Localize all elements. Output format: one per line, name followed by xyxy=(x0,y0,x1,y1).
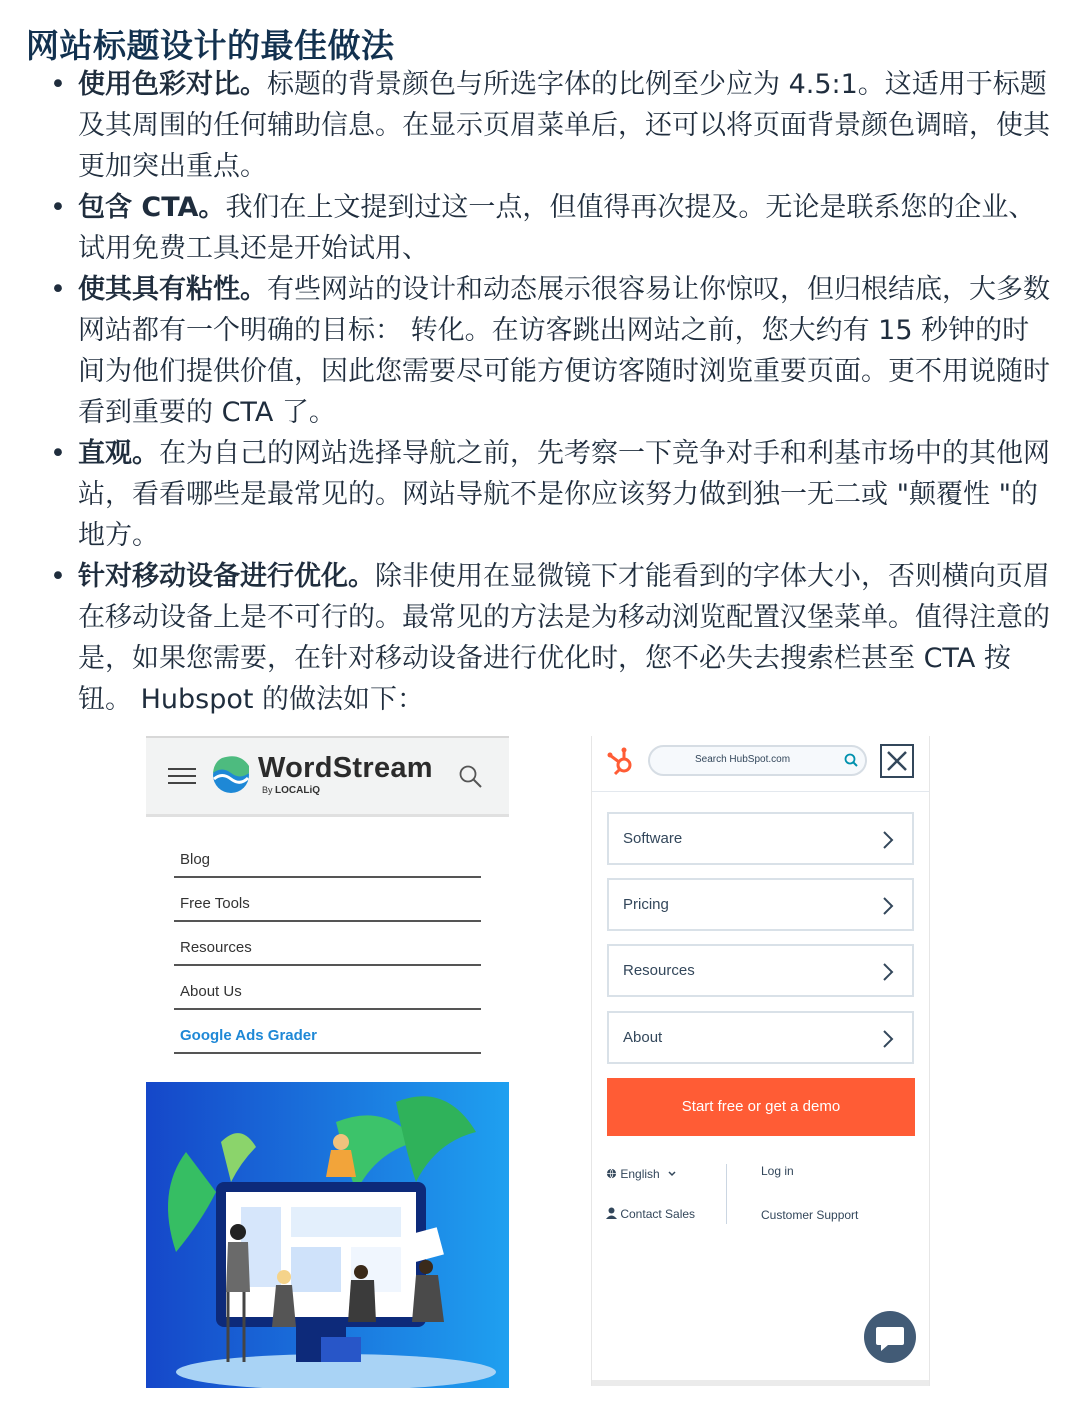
chat-icon xyxy=(864,1311,916,1363)
sprocket-logo-icon[interactable] xyxy=(606,746,636,776)
nav-item-resources[interactable] xyxy=(607,944,914,997)
nav-item-software[interactable] xyxy=(607,812,914,865)
search-icon[interactable] xyxy=(458,764,484,790)
menu-item-resources[interactable]: Resources xyxy=(174,922,481,966)
list-item: • 直观。在为自己的网站选择导航之前，先考察一下竞争对手和利基市场中的其他网站，看看哪些是最常见的。网站导航不是你应该努力做到独一无二或 "颠覆性 "的地方。 xyxy=(50,438,1050,551)
chevron-right-icon xyxy=(882,1029,894,1049)
wordstream-menu xyxy=(174,834,481,1054)
list-item: • 使用色彩对比。标题的背景颜色与所选字体的比例至少应为 4.5:1。这适用于标题及其周围的任何辅助信息。在显示页眉菜单后，还可以将页面背景颜色调暗，使其更加突出重点。 xyxy=(50,69,1050,182)
nav-item-label: Pricing xyxy=(623,896,669,913)
bullet-heading: 使其具有粘性。 xyxy=(78,274,267,305)
chevron-down-icon xyxy=(667,1170,677,1178)
bullet-text: 我们在上文提到过这一点，但值得再次提及。无论是联系您的企业、试用免费工具还是开始试用、 xyxy=(78,192,1036,264)
language-selector[interactable] xyxy=(606,1167,677,1181)
menu-item-about-us[interactable]: About Us xyxy=(174,966,481,1010)
contact-sales-link[interactable] xyxy=(606,1207,695,1221)
bullet-text: 在为自己的网站选择导航之前，先考察一下竞争对手和利基市场中的其他网站，看看哪些是最常见的。网站导航不是你应该努力做到独一无二或 "颠覆性 "的地方。 xyxy=(78,438,1050,551)
bullet-heading: 针对移动设备进行优化。 xyxy=(78,561,375,592)
globe-icon xyxy=(606,1168,617,1179)
person-icon xyxy=(606,1207,617,1219)
logo-byline: By LOCALiQ xyxy=(262,785,321,796)
list-item: • 针对移动设备进行优化。除非使用在显微镜下才能看到的字体大小，否则横向页眉在移动设备上是不可行的。最常见的方法是为移动浏览配置汉堡菜单。值得注意的是，如果您需要，在针对移动设备进行优化时，您不必失去搜索栏甚至 CTA 按钮。 Hubspot 的做法如下： xyxy=(50,561,1050,715)
chevron-right-icon xyxy=(882,896,894,916)
nav-item-label: Software xyxy=(623,830,683,847)
search-input[interactable] xyxy=(648,745,867,776)
bullet-text: 除非使用在显微镜下才能看到的字体大小，否则横向页眉在移动设备上是不可行的。最常见的方法是为移动浏览配置汉堡菜单。值得注意的是，如果您需要，在针对移动设备进行优化时，您不必失去搜索栏甚至 CTA 按钮。 Hubspot 的做法如下： xyxy=(78,561,1050,715)
chevron-right-icon xyxy=(882,962,894,982)
hamburger-icon[interactable] xyxy=(168,768,196,789)
nav-item-label: About xyxy=(623,1029,663,1046)
login-link[interactable]: Log in xyxy=(761,1164,794,1178)
close-icon xyxy=(882,746,912,776)
contact-sales-label: Contact Sales xyxy=(620,1207,696,1221)
menu-item-free-tools[interactable]: Free Tools xyxy=(174,878,481,922)
hubspot-mobile-screenshot xyxy=(591,736,930,1386)
nav-item-about[interactable] xyxy=(607,1011,914,1064)
bullet-heading: 使用色彩对比。 xyxy=(78,69,267,100)
best-practices-list xyxy=(50,64,1050,720)
hero-illustration xyxy=(146,1082,509,1388)
chevron-right-icon xyxy=(882,830,894,850)
nav-item-label: Resources xyxy=(623,962,695,979)
chat-button[interactable] xyxy=(864,1311,916,1363)
bullet-text: 有些网站的设计和动态展示很容易让你惊叹，但归根结底，大多数网站都有一个明确的目标： 转化。在访客跳出网站之前，您大约有 15 秒钟的时间为他们提供价值，因此您需要尽可能方便访客随时浏览重要页面。更不用说随时看到重要的 CTA 了。 xyxy=(78,274,1050,428)
menu-item-blog[interactable]: Blog xyxy=(174,834,481,878)
document-title: 网站标题设计的最佳做法 xyxy=(26,26,395,65)
bullet-text: 标题的背景颜色与所选字体的比例至少应为 4.5:1。这适用于标题及其周围的任何辅助信息。在显示页眉菜单后，还可以将页面背景颜色调暗，使其更加突出重点。 xyxy=(78,69,1050,182)
list-item: • 包含 CTA。我们在上文提到过这一点，但值得再次提及。无论是联系您的企业、试用免费工具还是开始试用、 xyxy=(50,192,1036,264)
customer-support-link[interactable]: Customer Support xyxy=(761,1208,859,1222)
search-icon[interactable] xyxy=(843,752,859,768)
bottom-bar xyxy=(592,1380,929,1386)
wordstream-logo-icon xyxy=(212,756,250,794)
language-label: English xyxy=(620,1167,660,1181)
list-item: • 使其具有粘性。有些网站的设计和动态展示很容易让你惊叹，但归根结底，大多数网站都有一个明确的目标： 转化。在访客跳出网站之前，您大约有 15 秒钟的时间为他们提供价值，因此您需要尽可能方便访客随时浏览重要页面。更不用说随时看到重要的 CTA 了。 xyxy=(50,274,1050,428)
divider xyxy=(726,1164,727,1224)
start-free-button[interactable]: Start free or get a demo xyxy=(607,1078,915,1136)
wordstream-logo-text: WordStream xyxy=(258,752,433,784)
wordstream-mobile-screenshot xyxy=(146,736,509,1388)
bullet-heading: 直观。 xyxy=(78,438,159,469)
search-placeholder: Search HubSpot.com xyxy=(694,754,791,765)
menu-item-google-ads-grader[interactable]: Google Ads Grader xyxy=(174,1010,481,1054)
bullet-heading: 包含 CTA。 xyxy=(78,192,226,223)
close-button[interactable] xyxy=(880,744,914,778)
divider xyxy=(592,791,929,792)
wordstream-header xyxy=(146,738,509,817)
nav-item-pricing[interactable] xyxy=(607,878,914,931)
